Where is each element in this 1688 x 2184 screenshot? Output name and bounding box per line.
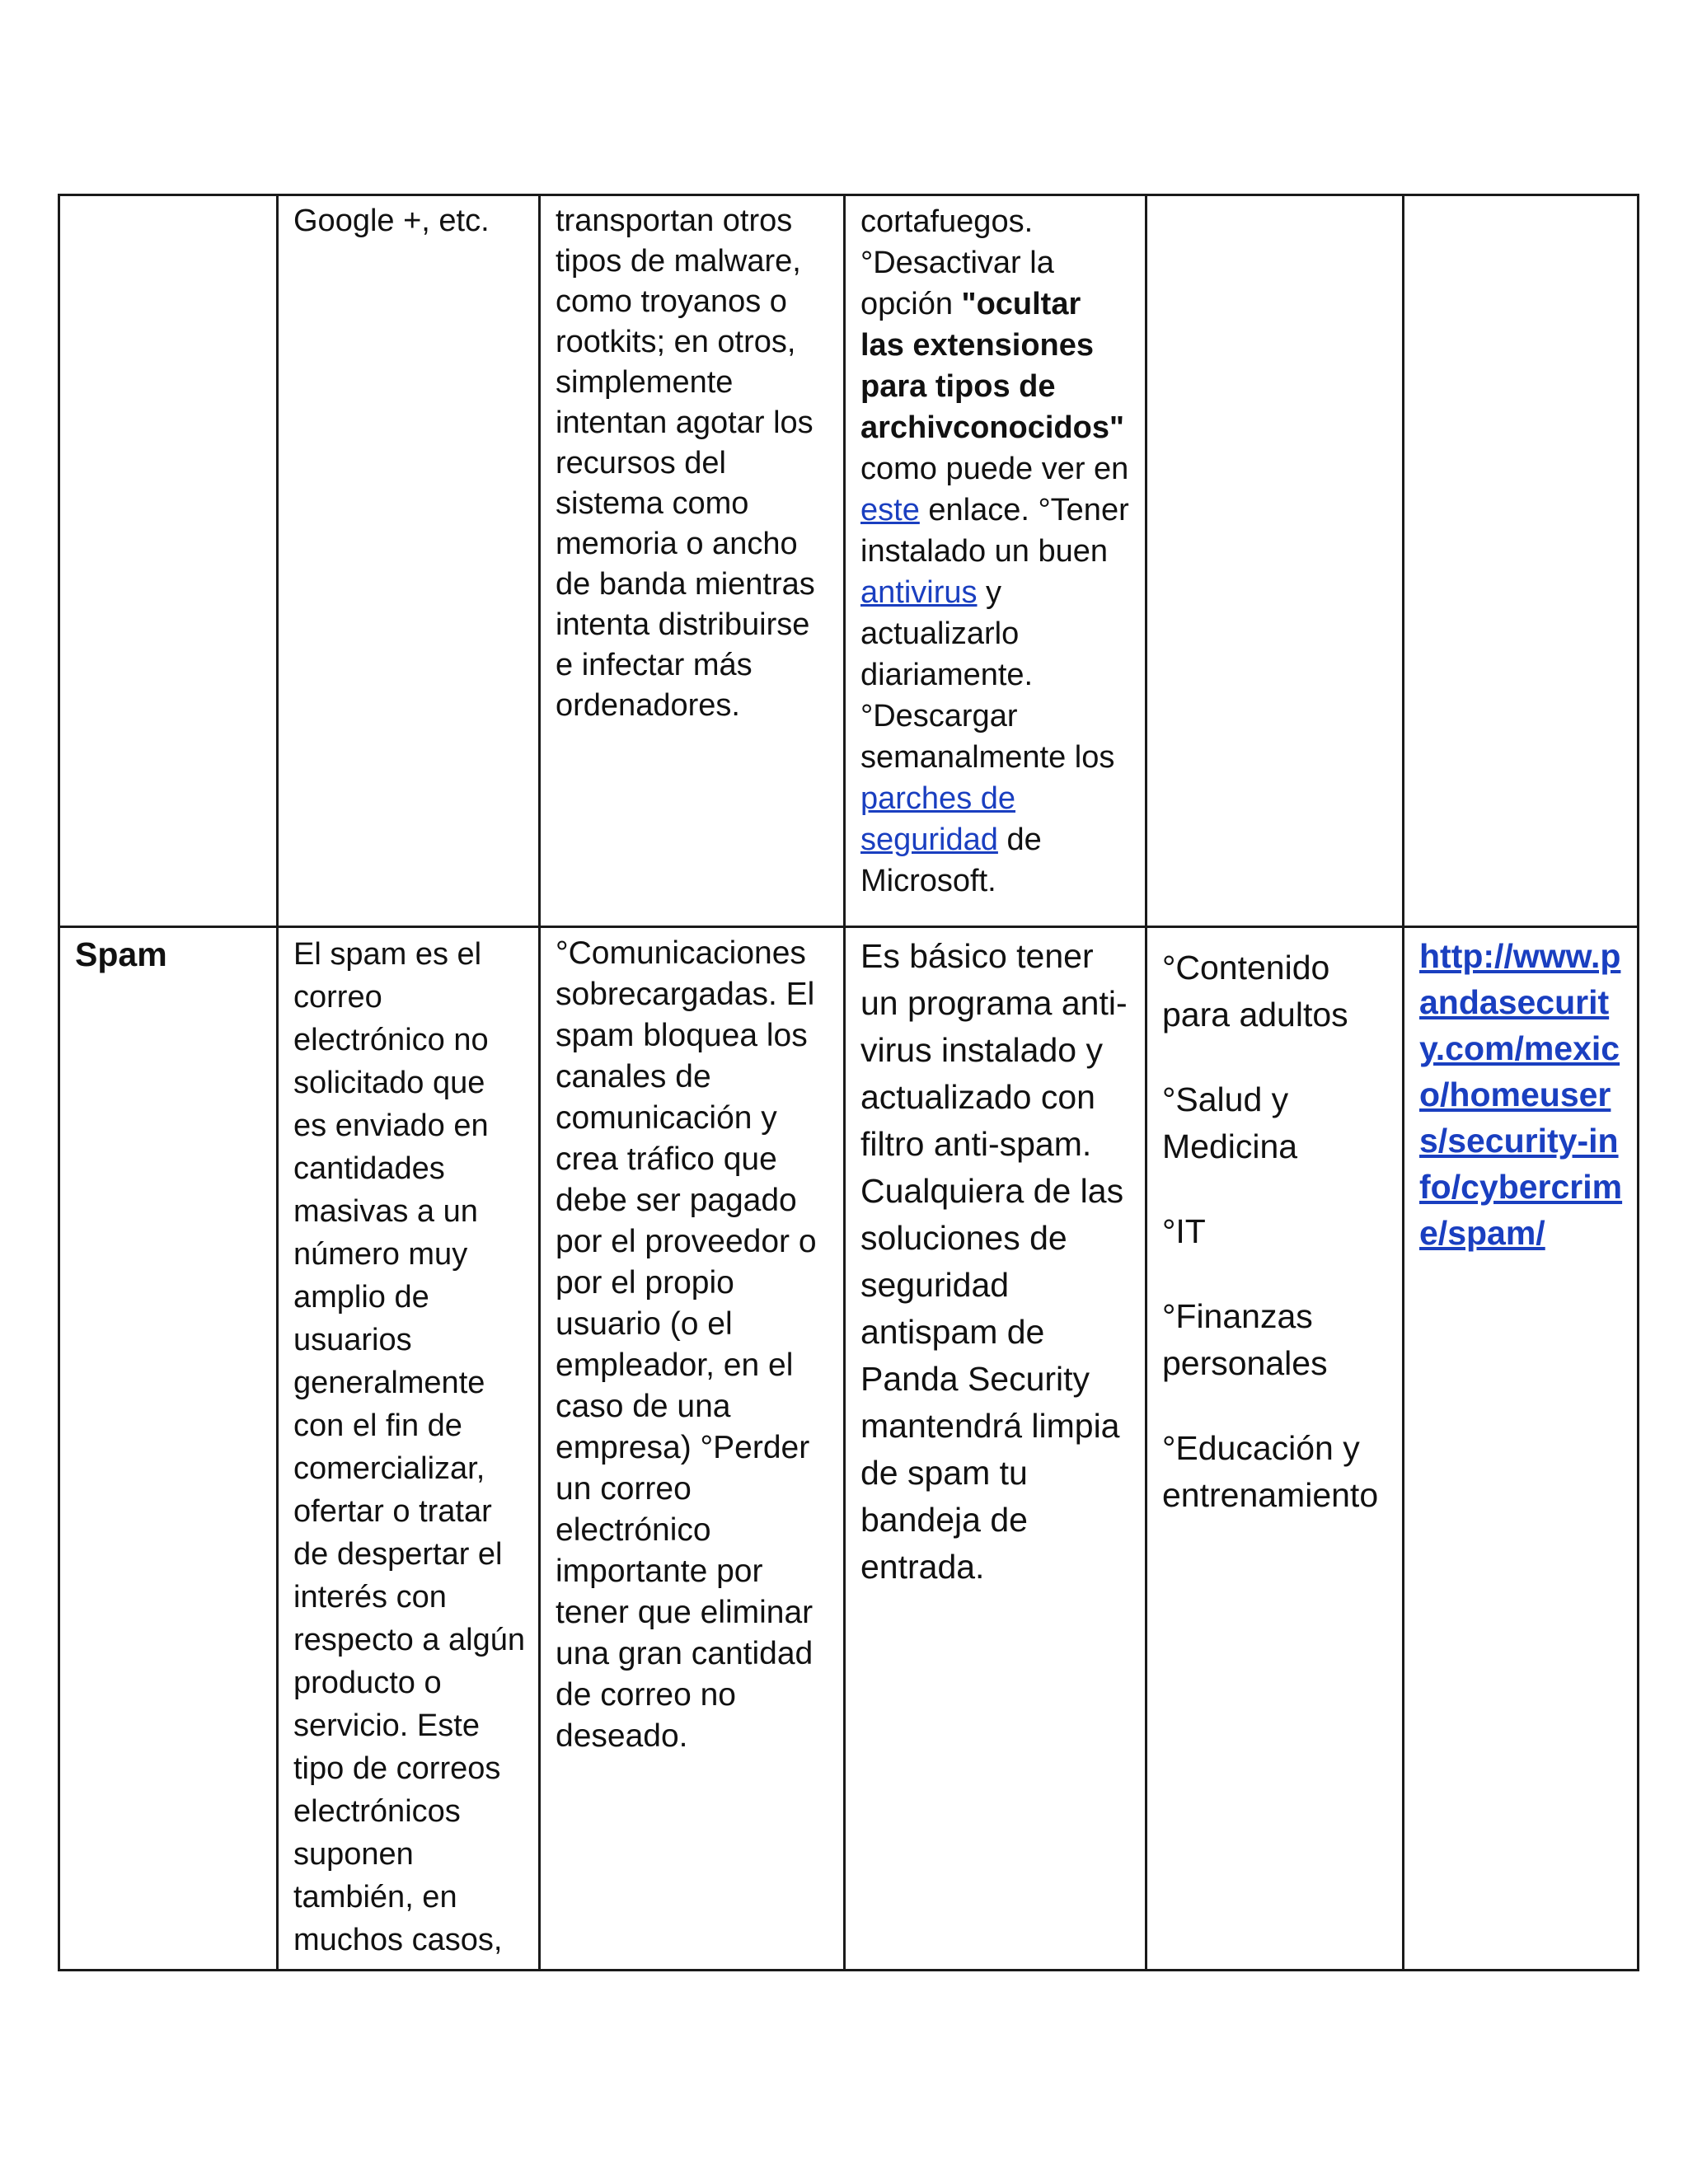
row2-consequences-text: °Comunicaciones sobrecargadas. El spam bloquea los canales de comunicación y crea tráfico que debe ser pagado por el proveedor o por el propio usuario (o el empleador, en el caso de una empresa) °Perder un correo electrónico importante por tener que eliminar una gran cantidad de correo no deseado. <box>556 935 817 1754</box>
row2-name-cell <box>59 927 278 1971</box>
link-antivirus[interactable]: antivirus <box>860 575 978 610</box>
link-parches-de-seguridad[interactable]: parches de seguridad <box>860 781 1016 857</box>
row2-source-cell <box>1404 927 1639 1971</box>
row1-source-cell <box>1404 195 1639 927</box>
row2-categories-cell <box>1146 927 1404 1971</box>
row2-description-text: El spam es el correo electrónico no solicitado que es enviado en cantidades masivas a un número muy amplio de usuarios generalmente con el fin de comercializar, ofertar o tratar de despertar el interés con respecto a algún producto o servicio. Este tipo de correos electrónicos suponen también, en muchos casos, <box>293 937 525 1957</box>
category-item: °IT <box>1162 1212 1206 1250</box>
table-row <box>59 195 1639 927</box>
prevention-bold-text: "ocultar las extensiones para tipos de archivconocidos" <box>860 287 1124 445</box>
prevention-text-part: y actualizarlo diariamente. °Descargar semanalmente los <box>860 575 1115 775</box>
row1-description-cell <box>278 195 540 927</box>
row1-prevention-text <box>860 201 1132 902</box>
threat-name: Spam <box>75 935 167 973</box>
prevention-text-part: cortafuegos.°Desactivar la opción <box>860 204 1054 321</box>
row1-consequences-cell <box>540 195 845 927</box>
row1-consequences-text: transportan otros tipos de malware, como troyanos o rootkits; en otros, simplemente intentan agotar los recursos del sistema como memoria o ancho de banda mientras intenta distribuirse e infectar más ordenadores. <box>556 204 815 723</box>
row1-description-text: Google +, etc. <box>293 204 490 238</box>
document-table <box>58 194 1639 1971</box>
row2-prevention-cell <box>845 927 1146 1971</box>
row1-prevention-cell <box>845 195 1146 927</box>
category-item: °Finanzas personales <box>1162 1297 1328 1382</box>
row2-description-cell <box>278 927 540 1971</box>
prevention-text-part: como puede ver en <box>860 452 1129 486</box>
source-url-link[interactable]: http://www.pandasecurity.com/mexico/homeusers/security-info/cybercrime/spam/ <box>1419 937 1623 1252</box>
row2-consequences-cell <box>540 927 845 1971</box>
prevention-text-part: enlace. °Tener instalado un buen <box>860 493 1129 569</box>
category-item: °Educación y entrenamiento <box>1162 1429 1379 1514</box>
row2-prevention-text: Es básico tener un programa anti-virus instalado y actualizado con filtro anti-spam. Cualquiera de las soluciones de seguridad antispam de Panda Security mantendrá limpia de spam tu bandeja de entrada. <box>860 937 1128 1586</box>
table-row <box>59 927 1639 1971</box>
link-este[interactable]: este <box>860 493 920 527</box>
prevention-text-part: de Microsoft. <box>860 823 1042 898</box>
category-item: °Contenido para adultos <box>1162 949 1348 1033</box>
category-item: °Salud y Medicina <box>1162 1080 1298 1165</box>
row1-categories-cell <box>1146 195 1404 927</box>
row1-name-cell <box>59 195 278 927</box>
